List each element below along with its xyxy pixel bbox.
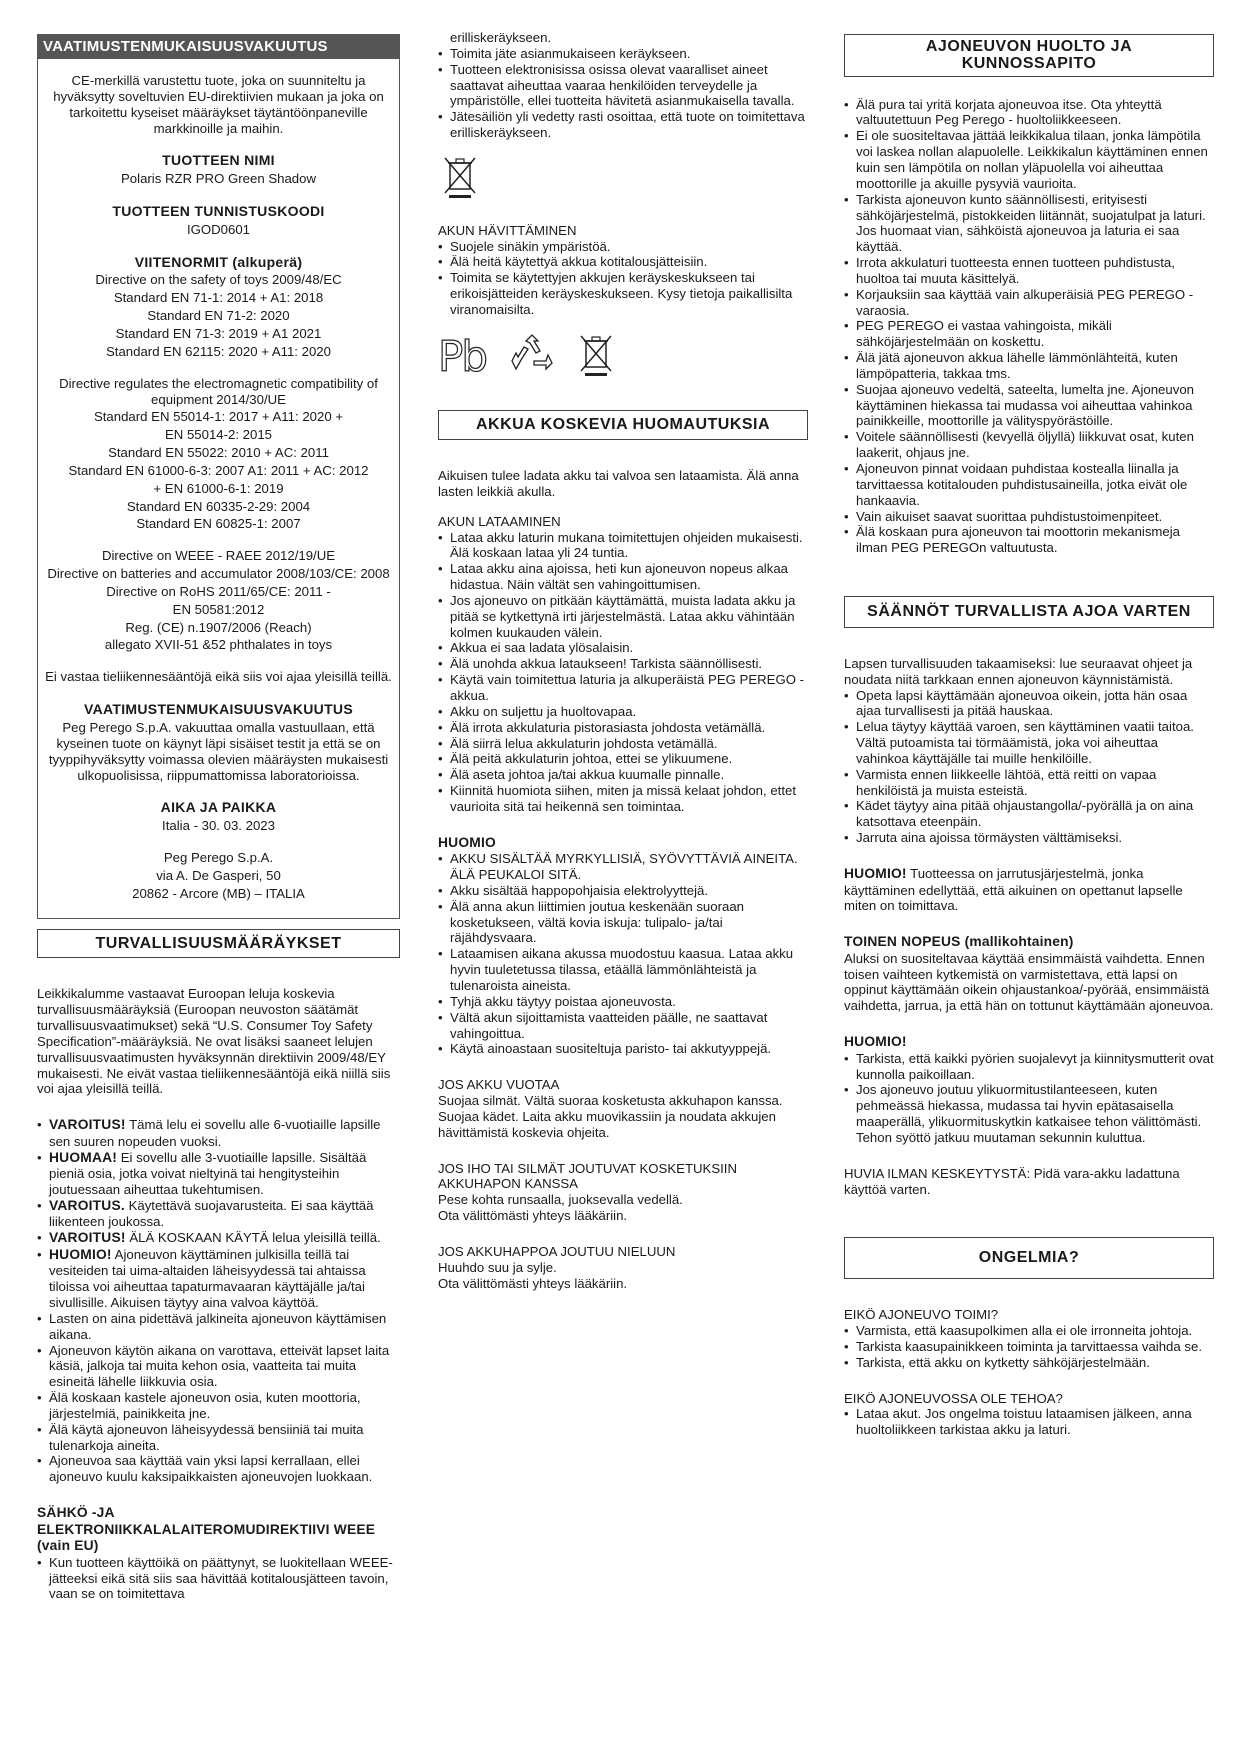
list-item: • Lelua täytyy käyttää varoen, sen käyttäminen vaatii taitoa. Vältä putoamista tai törmäämistä, joka voi aiheuttaa vahinkoa käyttäjälle tai muille henkilöille. (844, 719, 1214, 767)
list-item: • Älä pura tai yritä korjata ajoneuvoa itse. Ota yhteyttä valtuutettuun Peg Perego - huoltoliikkeeseen. (844, 97, 1214, 129)
product-name-label: TUOTTEEN NIMI (162, 152, 275, 169)
safety-item (37, 1453, 400, 1485)
company-address-2: 20862 - Arcore (MB) – ITALIA (132, 885, 305, 901)
safety-item-label: HUOMIO! (49, 1246, 112, 1262)
list-item: • AKKU SISÄLTÄÄ MYRKYLLISIÄ, SYÖVYTTÄVIÄ AINEITA. ÄLÄ PEUKALOI SITÄ. (438, 851, 808, 883)
declaration-box (37, 59, 400, 919)
fun-text: HUVIA ILMAN KESKEYTYSTÄ: Pidä vara-akku ladattuna käyttöä varten. (844, 1165, 1180, 1197)
reference-line: Reg. (CE) n.1907/2006 (Reach) (125, 619, 312, 635)
safety-item-label: VAROITUS. (49, 1197, 125, 1213)
lead-pb-icon: Pb (438, 331, 486, 381)
list-item: • Ei ole suositeltavaa jättää leikkikalua tilaan, jonka lämpötila voi laskea nollan alapuolelle. Leikkikalun käyttäminen ennen kuin sen lämpötila on nollan yläpuolella voi aiheuttaa moottorille ja akuille pysyviä vaurioita. (844, 128, 1214, 191)
safety-item (37, 1311, 400, 1343)
column-2 (438, 30, 808, 1292)
reference-line: Standard EN 71-2: 2020 (147, 308, 290, 324)
list-item: • Suojaa ajoneuvo vedeltä, sateelta, lumelta jne. Ajoneuvon käyttäminen hiekassa tai mudassa voi aiheuttaa vahinkoa painikkeille, moottorille ja välityspyörästöille. (844, 382, 1214, 430)
q2-title: EIKÖ AJONEUVOSSA OLE TEHOA? (844, 1390, 1063, 1406)
reference-list-2 (44, 376, 393, 533)
battery-disposal-list (438, 239, 808, 318)
q2-list (844, 1406, 1214, 1438)
weee-list (37, 1555, 400, 1603)
warning-title: HUOMIO (438, 834, 496, 850)
crossed-bin-icon (438, 155, 808, 203)
safety-item-text: Käytettävä suojavarusteita. Ei saa käyttää liikenteen joukossa. (49, 1197, 374, 1230)
safety-item-text: Älä koskaan kastele ajoneuvon osia, kuten moottoria, järjestelmiä, painikkeita jne. (49, 1390, 361, 1421)
list-item: • Irrota akkulaturi tuotteesta ennen tuotteen puhdistusta, huoltoa tai muuta käsittelyä. (844, 255, 1214, 287)
list-item: • Vältä akun sijoittamista vaatteiden päälle, ne saattavat vahingoittua. (438, 1010, 808, 1042)
column-1 (37, 34, 400, 1602)
product-code: IGOD0601 (186, 221, 251, 237)
list-item: • Tarkista kaasupainikkeen toiminta ja tarvittaessa vaihda se. (844, 1339, 1214, 1355)
list-item: • Älä koskaan pura ajoneuvon tai moottorin mekanismeja ilman PEG PEREGOn valtuutusta. (844, 524, 1214, 556)
rules-intro: Lapsen turvallisuuden takaamiseksi: lue seuraavat ohjeet ja noudata niitä tarkkaan ennen ajoneuvon käynnistämistä. (844, 655, 1193, 687)
list-item: • Jos ajoneuvo on pitkään käyttämättä, muista ladata akku ja pitää se kytkettynä irti järjestelmästä. Lataa akku vähintään kolmen kuukauden välein. (438, 593, 808, 641)
weee-items (438, 46, 808, 141)
list-item: • Älä heitä käytettyä akkua kotitalousjätteisiin. (438, 254, 808, 270)
reference-line: Standard EN 71-1: 2014 + A1: 2018 (113, 290, 324, 306)
charging-list (438, 530, 808, 815)
weee-title: SÄHKÖ -JA ELEKTRONIIKKALALAITEROMUDIREKTIIVI WEEE (vain EU) (37, 1505, 376, 1554)
contact-title: JOS IHO TAI SILMÄT JOUTUVAT KOSKETUKSIIN AKKUHAPON KANSSA (438, 1160, 737, 1192)
product-name: Polaris RZR PRO Green Shadow (121, 171, 316, 187)
maintenance-title: AJONEUVON HUOLTO JA KUNNOSSAPITO (844, 34, 1214, 77)
safety-item-label: VAROITUS! (49, 1230, 126, 1246)
place-label: AIKA JA PAIKKA (160, 799, 277, 816)
declaration-title: VAATIMUSTENMUKAISUUSVAKUUTUS (37, 34, 400, 59)
rules-list (844, 688, 1214, 846)
list-item: • Vain aikuiset saavat suorittaa puhdistustoimenpiteet. (844, 509, 1214, 525)
place-date: Italia - 30. 03. 2023 (162, 818, 275, 834)
safety-item (37, 1343, 400, 1391)
list-item: • Opeta lapsi käyttämään ajoneuvoa oikein, jotta hän osaa ajaa turvallisesti ja pitää hauskaa. (844, 688, 1214, 720)
reference-line: Standard EN 61000-6-3: 2007 A1: 2011 + AC: 2012 (68, 462, 369, 478)
reference-line: Directive regulates the electromagnetic compatibility of equipment 2014/30/UE (59, 375, 378, 407)
swallow-text-1: Huuhdo suu ja sylje. (438, 1259, 557, 1275)
swallow-title: JOS AKKUHAPPOA JOUTUU NIELUUN (438, 1243, 676, 1259)
list-item: • PEG PEREGO ei vastaa vahingoista, mikäli sähköjärjestelmään on koskettu. (844, 318, 1214, 350)
safety-item (37, 1117, 400, 1149)
safety-item (37, 1198, 400, 1230)
list-item: • Korjauksiin saa käyttää vain alkuperäisiä PEG PEREGO -varaosia. (844, 287, 1214, 319)
list-item: • Älä aseta johtoa ja/tai akkua kuumalle pinnalle. (438, 767, 808, 783)
reference-line: Directive on the safety of toys 2009/48/EC (95, 272, 342, 288)
list-item: • Kun tuotteen käyttöikä on päättynyt, se luokitellaan WEEE-jätteeksi eikä sitä siis saa hävittää kotitalousjätteen tavoin, vaan se on toimitettava (37, 1555, 400, 1603)
list-item: • Varmista, että kaasupolkimen alla ei ole irronneita johtoja. (844, 1323, 1214, 1339)
reference-standards-label: VIITENORMIT (alkuperä) (134, 253, 303, 270)
safety-item-text: Ajoneuvon käytön aikana on varottava, etteivät lapset laita käsiä, jalkoja tai muita kehon osia, vaatteita tai muita esineitä lähelle liikkuvia osia. (49, 1342, 390, 1390)
list-item: • Älä anna akun liittimien joutua keskenään suoraan kosketukseen, vältä kovia iskuja: tulipalo- ja/tai räjähdysvaara. (438, 899, 808, 947)
list-item: • Tarkista, että kaikki pyörien suojalevyt ja kiinnitysmutterit ovat kunnolla paikoillaan. (844, 1051, 1214, 1083)
second-speed-title: TOINEN NOPEUS (mallikohtainen) (844, 934, 1074, 950)
contact-text-2: Ota välittömästi yhteys lääkäriin. (438, 1208, 628, 1224)
safety-item-text: Tämä lelu ei sovellu alle 6-vuotiaille lapsille sen suuren nopeuden vuoksi. (49, 1117, 381, 1149)
list-item: • Jarruta aina ajoissa törmäysten välttämiseksi. (844, 830, 1214, 846)
reference-line: allegato XVII-51 &52 phthalates in toys (104, 637, 333, 653)
reference-line: Standard EN 55022: 2010 + AC: 2011 (108, 445, 329, 461)
company-address-1: via A. De Gasperi, 50 (156, 867, 281, 883)
safety-item-text: ÄLÄ KOSKAAN KÄYTÄ lelua yleisillä teillä. (125, 1230, 381, 1246)
company-name: Peg Perego S.p.A. (163, 849, 274, 865)
maintenance-list (844, 97, 1214, 556)
declaration-intro: CE-merkillä varustettu tuote, joka on suunniteltu ja hyväksytty soveltuvien EU-direktiivien mukaan ja joka on tarkoitettu kyseiset määräykset täytäntöönpaneville markkinoille ja maihin. (53, 73, 384, 136)
list-item: • Lataa akku aina ajoissa, heti kun ajoneuvon nopeus alkaa hidastua. Näin vältät sen vahingoittumisen. (438, 561, 808, 593)
list-item: • Lataa akut. Jos ongelma toistuu lataamisen jälkeen, anna huoltoliikkeen tarkistaa akku ja laturi. (844, 1406, 1214, 1438)
reference-list-3 (44, 548, 393, 653)
contact-text-1: Pese kohta runsaalla, juoksevalla vedellä. (438, 1192, 683, 1208)
swallow-text-2: Ota välittömästi yhteys lääkäriin. (438, 1275, 628, 1291)
list-item: • Kiinnitä huomiota siihen, miten ja missä kelaat johdon, ettet vaurioita sitä tai heikennä sen toimintaa. (438, 783, 808, 815)
leak-text-2: Suojaa kädet. Laita akku muovikassiin ja noudata akkujen hävittämistä koskevia ohjeita. (438, 1108, 776, 1140)
reference-line: EN 55014-2: 2015 (164, 427, 273, 443)
brake-note: HUOMIO! Tuotteessa on jarrutusjärjestelmä, jonka käyttäminen edellyttää, että aikuinen on opettanut lapselle miten on toimittava. (844, 865, 1183, 914)
leak-title: JOS AKKU VUOTAA (438, 1077, 560, 1093)
recycle-icon (508, 333, 556, 381)
reference-line: Directive on batteries and accumulator 2008/103/CE: 2008 (47, 566, 390, 582)
list-item: • Älä peitä akkulaturin johtoa, ettei se ylikuumene. (438, 751, 808, 767)
safety-item-label: HUOMAA! (49, 1149, 118, 1165)
safety-item (37, 1230, 400, 1247)
second-speed-text: Aluksi on suositeltavaa käyttää ensimmäistä vaihdetta. Ennen toisen vaihteen kytkemistä on varmistettava, että lapsi on oppinut käyttämään oikein ohjaustankoa/-pyörää, ensimmäistä vaihdetta, jarrua, ja että hän on tottunut käyttämään ajoneuvoa. (844, 950, 1214, 1014)
note-title: HUOMIO! (844, 1034, 907, 1050)
declaration2-text: Peg Perego S.p.A. vakuuttaa omalla vastuullaan, että kyseinen tuote on käynyt läpi sisäiset testit ja että se on tyyppihyväksytty voimassa olevien määräysten mukaisesti ulkopuolisissa, riippumattomissa laboratorioissa. (48, 719, 389, 783)
reference-line: Standard EN 60335-2-29: 2004 (126, 498, 311, 514)
safety-intro: Leikkikalumme vastaavat Euroopan leluja koskevia turvallisuusmääräyksiä (Euroopan neuvoston säätämät turvallisuusvaatimukset) sekä “U.S. Consumer Toy Safety Specification”-määräyksiä. Ne ovat lisäksi saaneet lelujen turvallisuusvaatimusten hyväksynnän direktiivin 2009/48/EY mukaisesti. Ne eivät vastaa tieliikennesääntöjä eikä niillä siis voi ajaa yleisillä teillä. (37, 986, 391, 1097)
safety-item-label: VAROITUS! (49, 1117, 126, 1133)
reference-line: Standard EN 60825-1: 2007 (136, 516, 301, 532)
safety-item (37, 1422, 400, 1454)
battery-disposal-title: AKUN HÄVITTÄMINEN (438, 222, 577, 238)
battery-icons (438, 332, 808, 382)
list-item: • Älä siirrä lelua akkulaturin johdosta vetämällä. (438, 736, 808, 752)
list-item: • Jos ajoneuvo joutuu ylikuormitustilanteeseen, kuten pehmeässä hiekassa, mudassa tai hyvin epätasaisella maaperällä, ylikuormituskytkin katkaisee tehon välittömästi. Tehon syöttö jatkuu muutaman sekunnin kuluttua. (844, 1082, 1214, 1145)
list-item: • Akku on suljettu ja huoltovapaa. (438, 704, 808, 720)
reference-list-1 (44, 272, 393, 359)
leak-text-1: Suojaa silmät. Vältä suoraa kosketusta akkuhapon kanssa. (438, 1093, 783, 1109)
safety-list (37, 1117, 400, 1485)
crossed-bin-icon (578, 333, 614, 381)
list-item: • Tarkista ajoneuvon kunto säännöllisesti, erityisesti sähköjärjestelmä, pistokkeiden liitännät, suojatulpat ja laturi. Jos huomaat vian, sähköistä ajoneuvoa ja laturia ei saa käyttää. (844, 192, 1214, 255)
list-item: • Älä irrota akkulaturia pistorasiasta johdosta vetämällä. (438, 720, 808, 736)
column-3 (844, 34, 1214, 1438)
list-item: • Voitele säännöllisesti (kevyellä öljyllä) liikkuvat osat, kuten laakerit, ohjaus jne. (844, 429, 1214, 461)
reference-line: EN 50581:2012 (172, 601, 265, 617)
safety-item-text: Älä käytä ajoneuvon läheisyydessä bensiiniä tai muita tulenarkoja aineita. (49, 1421, 364, 1453)
list-item: • Kädet täytyy aina pitää ohjaustangolla/-pyörällä ja on aina katsottava eteenpäin. (844, 798, 1214, 830)
list-item: • Jätesäiliön yli vedetty rasti osoittaa, että tuote on toimitettava erilliskeräykseen. (438, 109, 808, 141)
product-code-label: TUOTTEEN TUNNISTUSKOODI (112, 203, 325, 220)
safety-title: TURVALLISUUSMÄÄRÄYKSET (37, 929, 400, 959)
list-item: • Toimita se käytettyjen akkujen keräyskeskukseen tai erikoisjätteiden keräyskeskukseen. Kysy tietoja paikallisilta viranomaisilta. (438, 270, 808, 318)
list-item: • Tarkista, että akku on kytketty sähköjärjestelmään. (844, 1355, 1214, 1371)
list-item: • Toimita jäte asianmukaiseen keräykseen. (438, 46, 808, 62)
reference-line: Directive on WEEE - RAEE 2012/19/UE (101, 548, 336, 564)
problems-title: ONGELMIA? (844, 1237, 1214, 1279)
list-item: • Lataa akku laturin mukana toimitettujen ohjeiden mukaisesti. Älä koskaan lataa yli 24 tuntia. (438, 530, 808, 562)
reference-line: + EN 61000-6-1: 2019 (153, 480, 284, 496)
list-item: • Akkua ei saa ladata ylösalaisin. (438, 640, 808, 656)
declaration2-label: VAATIMUSTENMUKAISUUSVAKUUTUS (84, 701, 353, 718)
safety-item (37, 1150, 400, 1198)
note-list (844, 1051, 1214, 1146)
q1-list (844, 1323, 1214, 1371)
list-item: • Akku sisältää happopohjaisia elektrolyyttejä. (438, 883, 808, 899)
safety-item-text: Ei sovellu alle 3-vuotiaille lapsille. Sisältää pieniä osia, jotka voivat nieltyinä tai hengitysteihin joutuessaan aiheuttaa tukehtumisen. (49, 1149, 367, 1197)
reference-line: Standard EN 55014-1: 2017 + A11: 2020 + (93, 409, 344, 425)
list-item: • Tyhjä akku täytyy poistaa ajoneuvosta. (438, 994, 808, 1010)
safety-item (37, 1390, 400, 1422)
reference-line: Directive on RoHS 2011/65/CE: 2011 - (106, 583, 331, 599)
list-item: • Käytä ainoastaan suositeltuja paristo- tai akkutyyppejä. (438, 1041, 808, 1057)
list-item: • Tuotteen elektronisissa osissa olevat vaaralliset aineet saattavat aiheuttaa vaaraa henkilöiden terveydelle ja ympäristölle, ellei tuotteita hävitetä asianmukaisella tavalla. (438, 62, 808, 110)
list-item: • Käytä vain toimitettua laturia ja alkuperäistä PEG PEREGO -akkua. (438, 672, 808, 704)
traffic-note: Ei vastaa tieliikennesääntöjä eikä siis voi ajaa yleisillä teillä. (45, 669, 392, 685)
charging-title: AKUN LATAAMINEN (438, 513, 561, 529)
weee-continued: erilliskeräykseen. (450, 30, 552, 45)
list-item: • Varmista ennen liikkeelle lähtöä, että reitti on vapaa henkilöistä ja muista esteistä. (844, 767, 1214, 799)
safety-item (37, 1247, 400, 1311)
q1-title: EIKÖ AJONEUVO TOIMI? (844, 1307, 999, 1323)
safety-item-text: Ajoneuvoa saa käyttää vain yksi lapsi kerrallaan, ellei ajoneuvo kuulu kaksipaikkaisten ajoneuvojen luokkaan. (49, 1453, 373, 1485)
safe-driving-title: SÄÄNNÖT TURVALLISTA AJOA VARTEN (844, 596, 1214, 628)
reference-line: Standard EN 71-3: 2019 + A1 2021 (115, 325, 322, 341)
list-item: • Suojele sinäkin ympäristöä. (438, 239, 808, 255)
reference-line: Standard EN 62115: 2020 + A11: 2020 (106, 343, 331, 359)
list-item: • Lataamisen aikana akussa muodostuu kaasua. Lataa akku hyvin tuuletetussa tilassa, etäällä lämmönlähteistä ja tulenaroista aineista. (438, 946, 808, 994)
safety-item-text: Lasten on aina pidettävä jalkineita ajoneuvon käyttämisen aikana. (49, 1310, 387, 1342)
list-item: • Ajoneuvon pinnat voidaan puhdistaa kostealla liinalla ja tarvittaessa kotitalouden puhdistusaineilla, jotka eivät ole hankaavia. (844, 461, 1214, 509)
warning-list (438, 851, 808, 1057)
battery-notes-title: AKKUA KOSKEVIA HUOMAUTUKSIA (438, 410, 808, 440)
safety-item-text: Ajoneuvon käyttäminen julkisilla teillä tai vesiteiden tai uima-altaiden läheisyydessä tai ahtaissa tiloissa voi aiheuttaa tapaturmavaaran käyttäjälle ja/tai sivullisille. Aikuisen täytyy aina valvoa käyttöä. (49, 1246, 366, 1311)
list-item: • Älä unohda akkua lataukseen! Tarkista säännöllisesti. (438, 656, 808, 672)
battery-intro: Aikuisen tulee ladata akku tai valvoa sen lataamista. Älä anna lasten leikkiä akulla. (438, 468, 799, 499)
list-item: • Älä jätä ajoneuvon akkua lähelle lämmönlähteitä, kuten lämpöpatteria, takkaa tms. (844, 350, 1214, 382)
